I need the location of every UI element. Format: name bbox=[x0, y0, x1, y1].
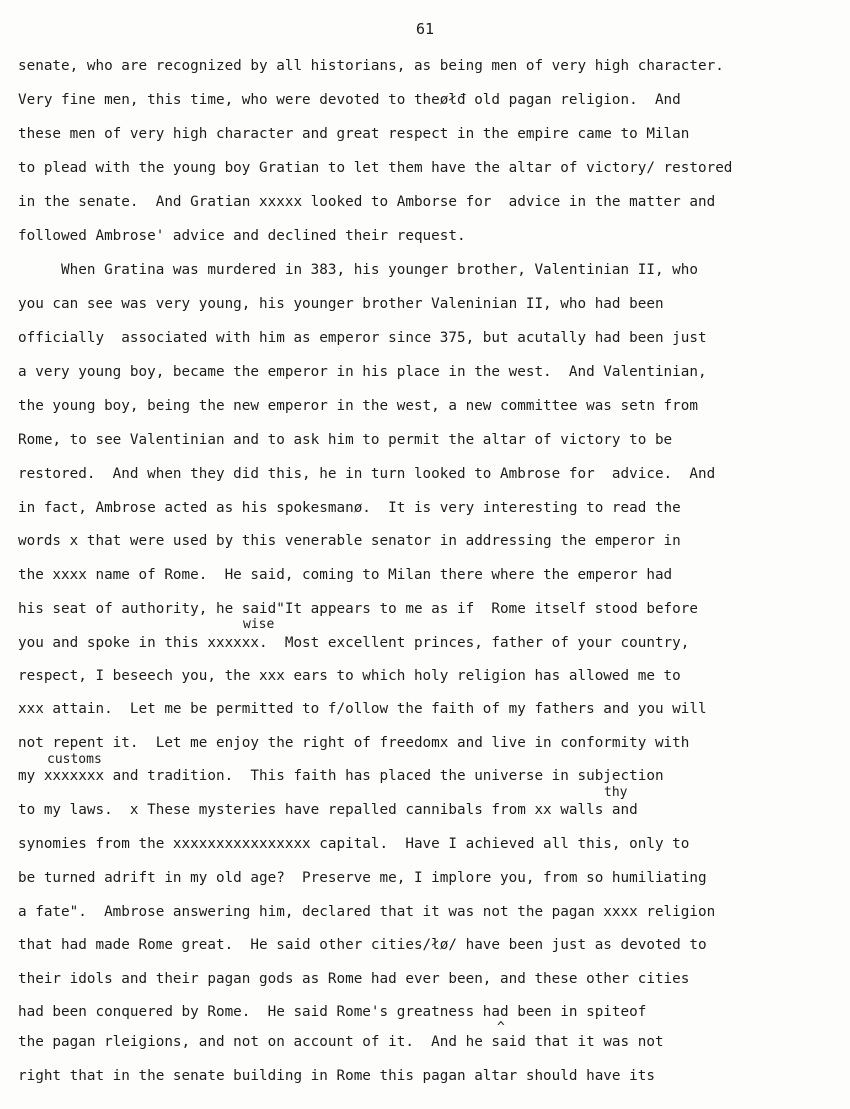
text-line: to plead with the young boy Gratian to let them have the altar of victory/ restored bbox=[18, 160, 733, 176]
text-line: his seat of authority, he said"It appears to me as if Rome itself stood before bbox=[18, 601, 698, 617]
text-line: Very fine men, this time, who were devoted to theøłđ old pagan religion. And bbox=[18, 92, 681, 108]
interlinear-correction: customs bbox=[47, 752, 102, 767]
text-line: xxx attain. Let me be permitted to f/ollow the faith of my fathers and you will bbox=[18, 701, 707, 717]
text-line: had been conquered by Rome. He said Rome's greatness had been in spiteof bbox=[18, 1004, 647, 1020]
text-line: synomies from the xxxxxxxxxxxxxxxx capital. Have I achieved all this, only to bbox=[18, 836, 690, 852]
text-line: officially associated with him as emperor since 375, but acutally had been just bbox=[18, 330, 707, 346]
interlinear-caret: ^ bbox=[497, 1020, 505, 1035]
text-line: the xxxx name of Rome. He said, coming to Milan there where the emperor had bbox=[18, 567, 673, 583]
text-line: Rome, to see Valentinian and to ask him to permit the altar of victory to be bbox=[18, 432, 673, 448]
text-line: that had made Rome great. He said other cities/łø/ have been just as devoted to bbox=[18, 937, 707, 953]
text-line: followed Ambrose' advice and declined their request. bbox=[18, 228, 466, 244]
interlinear-correction: thy bbox=[604, 785, 628, 800]
text-line: be turned adrift in my old age? Preserve me, I implore you, from so humiliating bbox=[18, 870, 707, 886]
text-line: in fact, Ambrose acted as his spokesmanø. It is very interesting to read the bbox=[18, 500, 681, 516]
text-line: words x that were used by this venerable senator in addressing the emperor in bbox=[18, 533, 681, 549]
text-line: senate, who are recognized by all historians, as being men of very high character. bbox=[18, 58, 724, 74]
text-line: their idols and their pagan gods as Rome had ever been, and these other cities bbox=[18, 971, 690, 987]
text-line: to my laws. x These mysteries have repalled cannibals from xx walls and bbox=[18, 802, 638, 818]
text-line: a fate". Ambrose answering him, declared that it was not the pagan xxxx religion bbox=[18, 904, 716, 920]
text-line: restored. And when they did this, he in turn looked to Ambrose for advice. And bbox=[18, 466, 716, 482]
text-line: these men of very high character and great respect in the empire came to Milan bbox=[18, 126, 690, 142]
text-line: a very young boy, became the emperor in his place in the west. And Valentinian, bbox=[18, 364, 707, 380]
text-line: respect, I beseech you, the xxx ears to which holy religion has allowed me to bbox=[18, 668, 681, 684]
text-line: right that in the senate building in Rome this pagan altar should have its bbox=[18, 1068, 655, 1084]
text-line: not repent it. Let me enjoy the right of freedomx and live in conformity with bbox=[18, 735, 690, 751]
text-line: you can see was very young, his younger brother Valeninian II, who had been bbox=[18, 296, 664, 312]
interlinear-correction: wise bbox=[243, 617, 275, 632]
text-line: my xxxxxxx and tradition. This faith has placed the universe in subjection bbox=[18, 768, 664, 784]
text-line: in the senate. And Gratian xxxxx looked to Amborse for advice in the matter and bbox=[18, 194, 716, 210]
page-number: 61 bbox=[415, 20, 435, 38]
text-line: When Gratina was murdered in 383, his younger brother, Valentinian II, who bbox=[18, 262, 698, 278]
text-line: you and spoke in this xxxxxx. Most excellent princes, father of your country, bbox=[18, 635, 690, 651]
text-line: the pagan rleigions, and not on account of it. And he said that it was not bbox=[18, 1034, 664, 1050]
text-line: the young boy, being the new emperor in the west, a new committee was setn from bbox=[18, 398, 698, 414]
